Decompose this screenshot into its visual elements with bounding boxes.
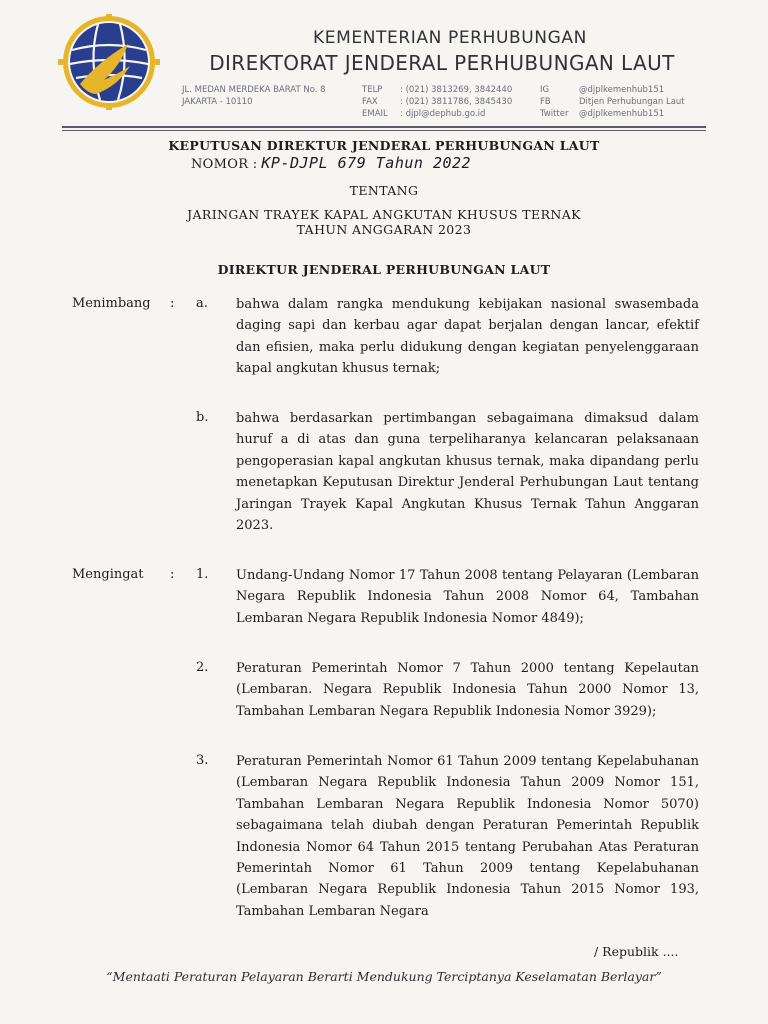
- ministry-logo: [58, 14, 160, 110]
- twitter-value: @djplkemenhub151: [579, 109, 665, 119]
- letterhead: [0, 0, 768, 130]
- decree-number-handwritten: KP-DJPL 679 Tahun 2022: [261, 154, 472, 172]
- instagram-value: @djplkemenhub151: [579, 85, 665, 95]
- twitter-label: Twitter: [540, 109, 569, 119]
- social-labels: [540, 84, 569, 120]
- mengingat-item-2: Peraturan Pemerintah Nomor 7 Tahun 2000 tentang Kepelautan (Lembaran. Negara Republik Indonesia Tahun 2000 Nomor 13, Tambahan Lembaran Negara Republik Indonesia Nomor 3929);: [236, 661, 699, 719]
- footer-motto: “Mentaati Peraturan Pelayaran Berarti Mendukung Terciptanya Keselamatan Berlayar”: [106, 969, 662, 984]
- decree-subject: [0, 207, 768, 237]
- issuing-official: DIREKTUR JENDERAL PERHUBUNGAN LAUT: [217, 262, 551, 277]
- address-block: [182, 84, 326, 108]
- fax-value: : (021) 3811786, 3845430: [400, 97, 513, 107]
- letterhead-divider: [62, 126, 706, 128]
- page-continuation: / Republik ....: [594, 944, 679, 959]
- menimbang-label: Menimbang: [72, 296, 151, 311]
- menimbang-item-a: bahwa dalam rangka mendukung kebijakan nasional swasembada daging sapi dan kerbau agar dapat berjalan dengan lancar, efektif dan efisien, maka perlu didukung dengan kegiatan penyelenggaraan kapal angkutan khusus ternak;: [236, 297, 699, 377]
- directorate-name: DIREKTORAT JENDERAL PERHUBUNGAN LAUT: [209, 51, 675, 75]
- mengingat-colon: :: [170, 567, 175, 582]
- facebook-value: Ditjen Perhubungan Laut: [579, 97, 685, 107]
- decree-title: KEPUTUSAN DIREKTUR JENDERAL PERHUBUNGAN LAUT: [168, 138, 600, 153]
- phone-label: TELP: [362, 85, 383, 95]
- list-marker: a.: [196, 296, 208, 311]
- decree-number-line: [191, 154, 471, 172]
- list-marker: 2.: [196, 660, 209, 675]
- letterhead-divider-thin: [62, 130, 706, 131]
- social-values: [579, 84, 685, 120]
- contact-labels: [362, 84, 388, 120]
- instagram-label: IG: [540, 85, 550, 95]
- decree-number-label: NOMOR :: [191, 157, 258, 172]
- address-line: JL. MEDAN MERDEKA BARAT No. 8: [182, 85, 326, 95]
- mengingat-label: Mengingat: [72, 567, 144, 582]
- list-marker: 1.: [196, 567, 209, 582]
- email-label: EMAIL: [362, 109, 388, 119]
- list-marker: 3.: [196, 753, 209, 768]
- ministry-name: KEMENTERIAN PERHUBUNGAN: [313, 28, 587, 48]
- fax-label: FAX: [362, 97, 378, 107]
- facebook-label: FB: [540, 97, 551, 107]
- contact-values: [400, 84, 512, 120]
- mengingat-item-1: Undang-Undang Nomor 17 Tahun 2008 tentang Pelayaran (Lembaran Negara Republik Indonesia Tahun 2008 Nomor 64, Tambahan Lembaran Negara Republik Indonesia Nomor 4849);: [236, 568, 699, 626]
- menimbang-colon: :: [170, 296, 175, 311]
- mengingat-item-3: Peraturan Pemerintah Nomor 61 Tahun 2009 tentang Kepelabuhanan (Lembaran Negara Republik Indonesia Tahun 2009 Nomor 151, Tambahan Lembaran Negara Republik Indonesia Nomor 5070) sebagaimana telah diubah dengan Peraturan Pemerintah Republik Indonesia Nomor 64 Tahun 2015 tentang Perubahan Atas Peraturan Pemerintah Nomor 61 Tahun 2009 tentang Kepelabuhanan (Lembaran Negara Republik Indonesia Tahun 2015 Nomor 193, Tambahan Lembaran Negara: [236, 754, 699, 919]
- phone-value: : (021) 3813269, 3842440: [400, 85, 513, 95]
- list-marker: b.: [196, 410, 209, 425]
- address-line: JAKARTA - 10110: [182, 97, 253, 107]
- menimbang-item-b: bahwa berdasarkan pertimbangan sebagaimana dimaksud dalam huruf a di atas dan guna terpeliharanya kelancaran pelaksanaan pengoperasian kapal angkutan khusus ternak, maka dipandang perlu menetapkan Keputusan Direktur Jenderal Perhubungan Laut tentang Jaringan Trayek Kapal Angkutan Khusus Ternak Tahun Anggaran 2023.: [236, 411, 699, 534]
- subject-line: JARINGAN TRAYEK KAPAL ANGKUTAN KHUSUS TERNAK: [187, 207, 581, 222]
- subject-line: TAHUN ANGGARAN 2023: [296, 222, 472, 237]
- email-value: : djpl@dephub.go.id: [400, 109, 486, 119]
- tentang-heading: TENTANG: [349, 183, 419, 198]
